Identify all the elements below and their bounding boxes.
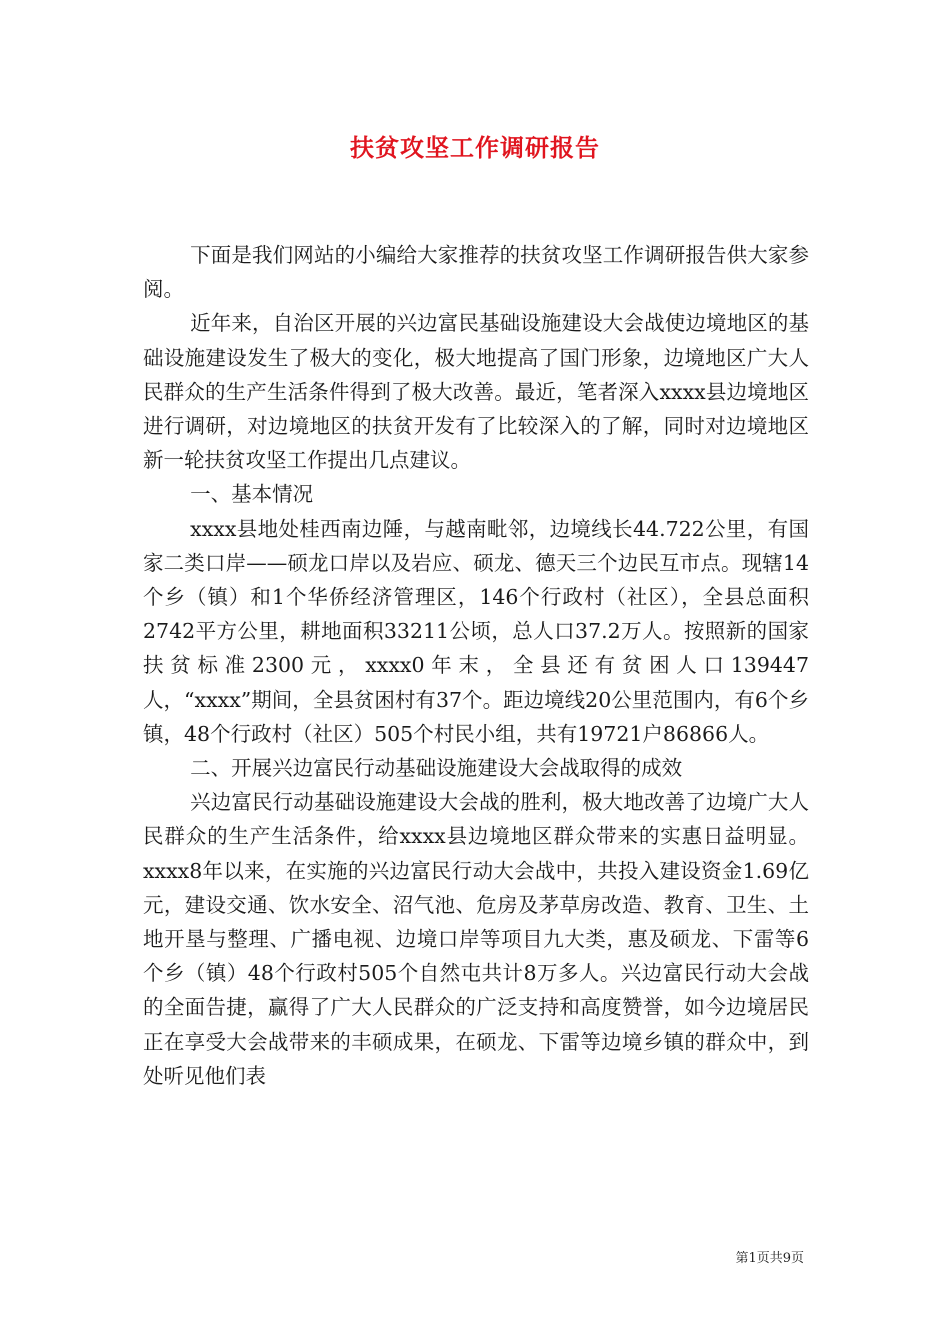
paragraph-basic-situation: xxxx县地处桂西南边陲，与越南毗邻，边境线长44.722公里，有国家二类口岸——硕龙口岸以及岩应、硕龙、德天三个边民互市点。现辖14个乡（镇）和1个华侨经济管理区，146个行政村（社区），全县总面积2742平方公里，耕地面积33211公顷，总人口37.2万人。按照新的国家扶贫标准2300元，xxxx0年末，全县还有贫困人口139447人，“xxxx”期间，全县贫困村有37个。距边境线20公里范围内，有6个乡镇，48个行政村（社区）505个村民小组，共有19721户86866人。 — [143, 516, 809, 746]
document-body — [143, 238, 809, 1093]
paragraph-intro: 下面是我们网站的小编给大家推荐的扶贫攻坚工作调研报告供大家参阅。 — [143, 243, 809, 302]
section-heading-basic-situation: 一、基本情况 — [190, 482, 314, 507]
paragraph-achievements: 兴边富民行动基础设施建设大会战的胜利，极大地改善了边境广大人民群众的生产生活条件，给xxxx县边境地区群众带来的实惠日益明显。xxxx8年以来，在实施的兴边富民行动大会战中，共投入建设资金1.69亿元，建设交通、饮水安全、沼气池、危房及茅草房改造、教育、卫生、土地开垦与整理、广播电视、边境口岸等项目九大类，惠及硕龙、下雷等6个乡（镇）48个行政村505个自然屯共计8万多人。兴边富民行动大会战的全面告捷，赢得了广大人民群众的广泛支持和高度赞誉，如今边境居民正在享受大会战带来的丰硕成果，在硕龙、下雷等边境乡镇的群众中，到处听见他们表 — [143, 790, 809, 1088]
page-title: 扶贫攻坚工作调研报告 — [350, 133, 600, 162]
section-heading-achievements: 二、开展兴边富民行动基础设施建设大会战取得的成效 — [190, 756, 683, 781]
page-number-footer: 第1页共9页 — [735, 1251, 804, 1266]
paragraph-background: 近年来，自治区开展的兴边富民基础设施建设大会战使边境地区的基础设施建设发生了极大的变化，极大地提高了国门形象，边境地区广大人民群众的生产生活条件得到了极大改善。最近，笔者深入xxxx县边境地区进行调研，对边境地区的扶贫开发有了比较深入的了解，同时对边境地区新一轮扶贫攻坚工作提出几点建议。 — [143, 311, 809, 473]
